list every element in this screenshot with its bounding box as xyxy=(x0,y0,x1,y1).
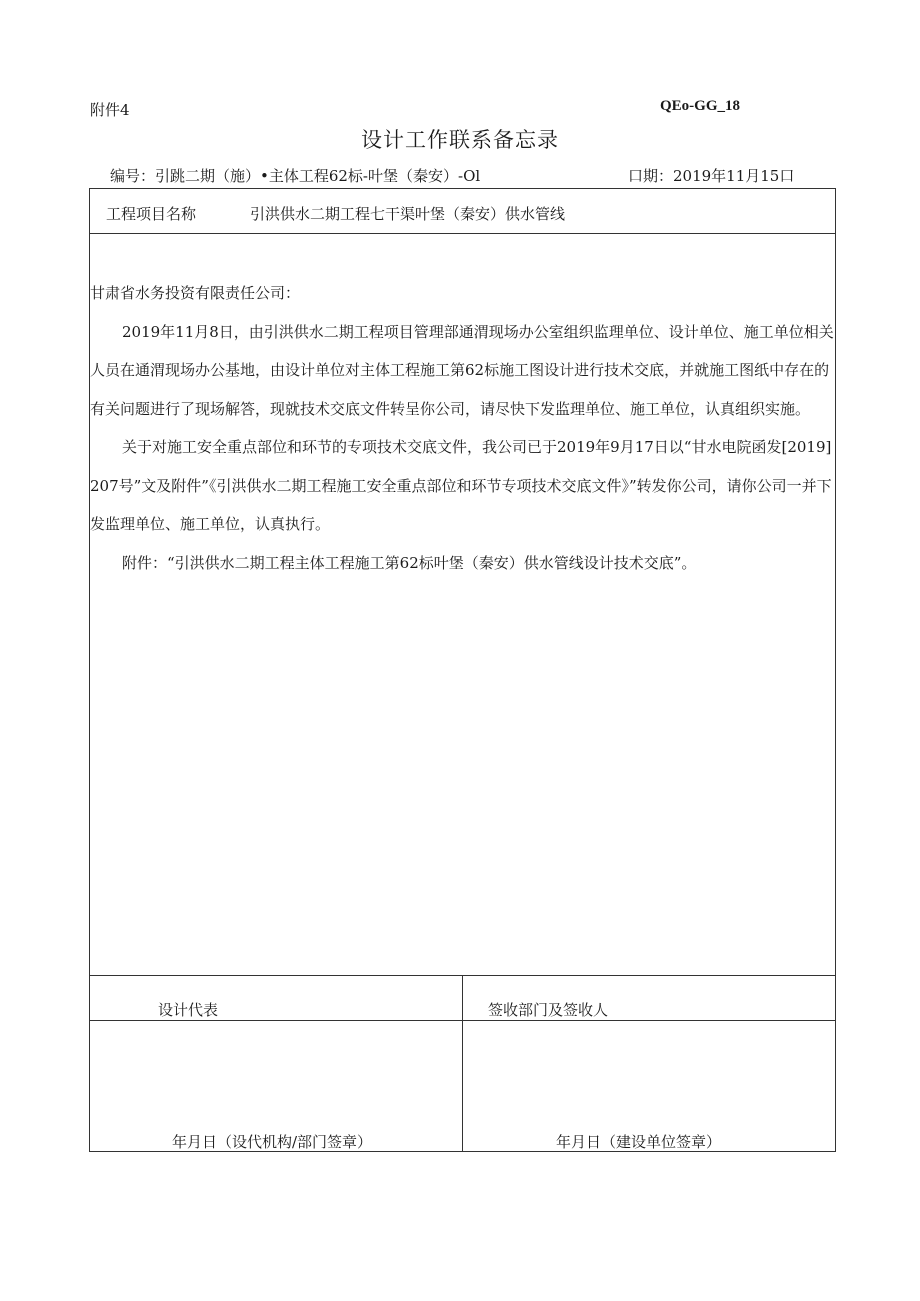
document-number: 编号：引跳二期（施）•主体工程62标-叶堡（秦安）-Ol xyxy=(110,167,481,185)
document-title: 设计工作联系备忘录 xyxy=(361,128,559,152)
signature-column-divider xyxy=(462,975,463,1151)
paragraph-1: 2019年11月8日，由引洪供水二期工程项目管理部通渭现场办公室组织监理单位、设计单位、施工单位相关人员在通渭现场办公基地，由设计单位对主体工程施工第62标施工图设计进行技术交底，并就施工图纸中存在的有关问题进行了现场解答，现就技术交底文件转呈你公司，请尽快下发监理单位、施工单位，认真组织实施。 xyxy=(90,322,834,418)
paragraph-attachment: 附件：“引洪供水二期工程主体工程施工第62标叶堡（秦安）供水管线设计技术交底”。 xyxy=(122,553,697,572)
document-date: 口期：2019年11月15口 xyxy=(628,167,795,185)
row-divider-project xyxy=(90,233,835,234)
design-seal-caption: 年月日（设代机构/部门签章） xyxy=(172,1133,373,1151)
receiving-department-label: 签收部门及签收人 xyxy=(488,1001,609,1019)
salutation: 甘肃省水务投资有限责任公司： xyxy=(90,284,301,302)
project-name-label: 工程项目名称 xyxy=(106,205,197,223)
client-seal-caption: 年月日（建设单位签章） xyxy=(556,1133,722,1151)
design-representative-label: 设计代表 xyxy=(158,1001,219,1019)
memo-table xyxy=(89,188,836,1152)
project-name-value: 引洪供水二期工程七干渠叶堡（秦安）供水管线 xyxy=(250,205,566,223)
attachment-label: 附件4 xyxy=(90,101,130,119)
form-code: QEo-GG_18 xyxy=(660,98,741,114)
memo-body xyxy=(90,274,837,582)
paragraph-2: 关于对施工安全重点部位和环节的专项技术交底文件，我公司已于2019年9月17日以“甘水电院函发[2019]207号”文及附件”《引洪供水二期工程施工安全重点部位和环节专项技术交底文件》”转发你公司，请你公司一并下发监理单位、施工单位，认真执行。 xyxy=(90,438,832,533)
